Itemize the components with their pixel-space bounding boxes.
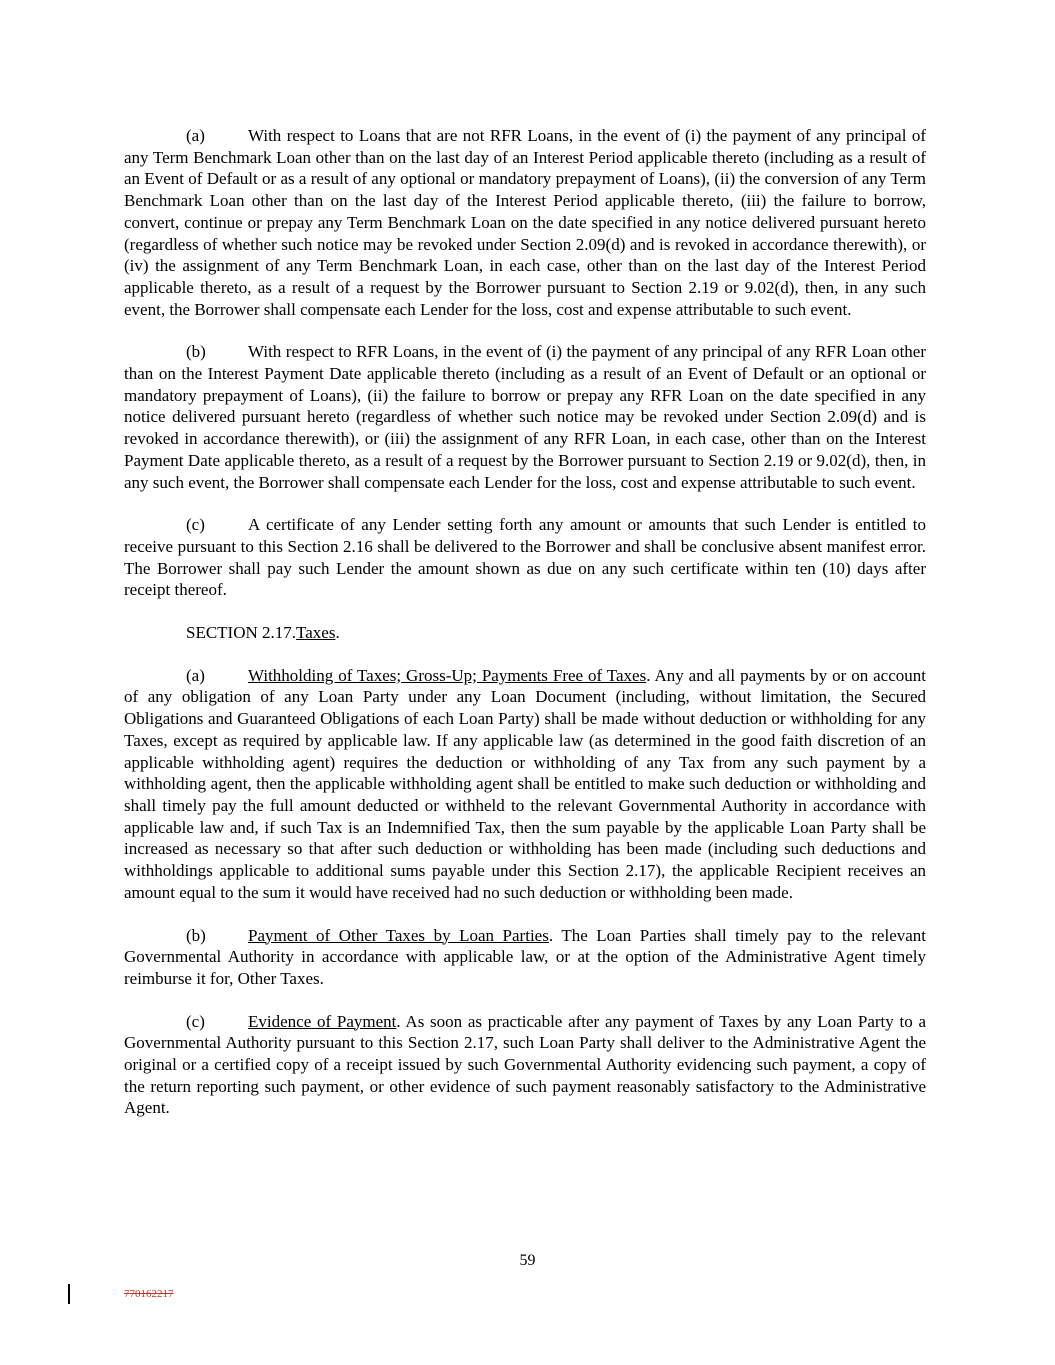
section-title-period: .	[335, 623, 340, 643]
paragraph-text: With respect to Loans that are not RFR Loans, in the event of (i) the payment of any principal of any Term Benchmark Loan other than on the last day of an Interest Period applicable thereto (including as a result of an Event of Default or as a result of any optional or mandatory prepayment of Loans), (ii) the conversion of any Term Benchmark Loan other than on the last day of the Interest Period applicable thereto, (iii) the failure to borrow, convert, continue or prepay any Term Benchmark Loan on the date specified in any notice delivered pursuant hereto (regardless of whether such notice may be revoked under Section 2.09(d) and is revoked in accordance therewith), or (iv) the assignment of any Term Benchmark Loan, in each case, other than on the last day of the Interest Period applicable thereto, as a result of a request by the Borrower pursuant to Section 2.19 or 9.02(d), then, in any such event, the Borrower shall compensate each Lender for the loss, cost and expense attributable to such event.	[124, 126, 926, 319]
paragraph-text: With respect to RFR Loans, in the event of (i) the payment of any principal of any RFR Loan other than on the Interest Payment Date applicable thereto (including as a result of an Event of Default or an optional or mandatory prepayment of Loans), (ii) the failure to borrow or prepay any RFR Loan on the date specified in any notice delivered pursuant hereto (regardless of whether such notice may be revoked under Section 2.09(d) and is revoked in accordance therewith), or (iii) the assignment of any RFR Loan, in each case, other than on the Interest Payment Date applicable thereto, as a result of a request by the Borrower pursuant to Section 2.19 or 9.02(d), then, in any such event, the Borrower shall compensate each Lender for the loss, cost and expense attributable to such event.	[124, 342, 926, 492]
section-2-17-paragraph-c	[124, 1011, 926, 1120]
section-2-17-paragraph-a	[124, 665, 926, 904]
section-2-16-paragraph-c	[124, 514, 926, 601]
paragraph-text: A certificate of any Lender setting forth any amount or amounts that such Lender is entitled to receive pursuant to this Section 2.16 shall be delivered to the Borrower and shall be conclusive absent manifest error. The Borrower shall pay such Lender the amount shown as due on any such certificate within ten (10) days after receipt thereof.	[124, 515, 926, 600]
section-number: SECTION 2.17.	[186, 623, 297, 643]
paragraph-title: Withholding of Taxes; Gross-Up; Payments Free of Taxes	[248, 665, 647, 685]
paragraph-label: (a)	[186, 126, 205, 145]
section-2-16-paragraph-b	[124, 341, 926, 493]
section-2-17-heading	[124, 622, 926, 644]
paragraph-text: . Any and all payments by or on account of any obligation of any Loan Party under any Loan Document (including, without limitation, the Secured Obligations and Guaranteed Obligations of each Loan Party) shall be made without deduction or withholding for any Taxes, except as required by applicable law. If any applicable law (as determined in the good faith discretion of an applicable withholding agent) requires the deduction or withholding of any Tax from any such payment by a withholding agent, then the applicable withholding agent shall be entitled to make such deduction or withholding and shall timely pay the full amount deducted or withheld to the relevant Governmental Authority in accordance with applicable law and, if such Tax is an Indemnified Tax, then the sum payable by the applicable Loan Party shall be increased as necessary so that after such deduction or withholding has been made (including such deductions and withholdings applicable to additional sums payable under this Section 2.17), the applicable Recipient receives an amount equal to the sum it would have received had no such deduction or withholding been made.	[124, 665, 926, 902]
section-2-16-paragraph-a	[124, 125, 926, 320]
paragraph-label: (b)	[186, 342, 206, 362]
paragraph-label: (b)	[186, 925, 206, 945]
paragraph-title: Payment of Other Taxes by Loan Parties	[248, 925, 549, 945]
paragraph-label: (a)	[186, 665, 205, 685]
paragraph-label: (c)	[186, 1011, 205, 1031]
change-bar	[68, 1284, 70, 1304]
page-number: 59	[519, 1252, 536, 1269]
document-body	[124, 125, 926, 1140]
section-2-17-paragraph-b	[124, 925, 926, 990]
paragraph-text: . As soon as practicable after any payment of Taxes by any Loan Party to a Governmental Authority pursuant to this Section 2.17, such Loan Party shall deliver to the Administrative Agent the original or a certified copy of a receipt issued by such Governmental Authority evidencing such payment, a copy of the return reporting such payment, or other evidence of such payment reasonably satisfactory to the Administrative Agent.	[124, 1011, 926, 1118]
section-title: Taxes	[296, 623, 336, 643]
paragraph-text: . The Loan Parties shall timely pay to the relevant Governmental Authority in accordance with applicable law, or at the option of the Administrative Agent timely reimburse it for, Other Taxes.	[124, 925, 927, 988]
paragraph-label: (c)	[186, 515, 205, 535]
document-id: 770162217	[124, 1288, 174, 1300]
paragraph-title: Evidence of Payment	[248, 1011, 397, 1031]
